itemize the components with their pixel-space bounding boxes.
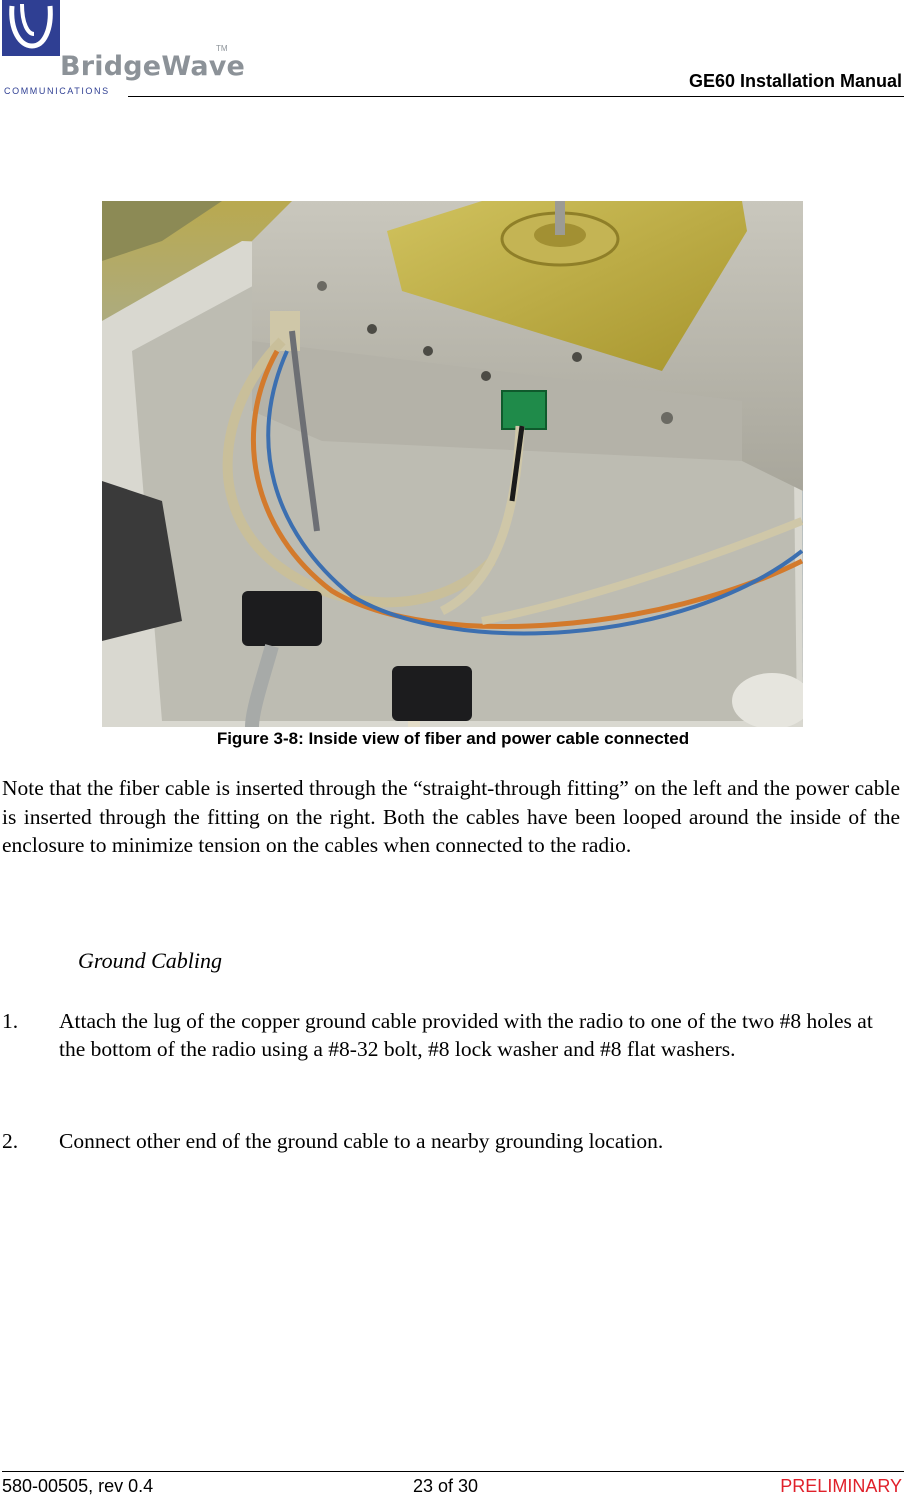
document-title: GE60 Installation Manual [688,71,902,91]
step-text: Attach the lug of the copper ground cable provided with the radio to one of the two #8 holes at the bottom of the radio using a #8-32 bolt, #8 lock washer and #8 flat washers. [59,1009,873,1061]
footer-doc-number: 580-00505, rev 0.4 [2,1476,154,1496]
step-text: Connect other end of the ground cable to a nearby grounding location. [59,1129,664,1153]
bridgewave-logo [0,0,246,100]
step-1 [2,1007,882,1063]
section-heading: Ground Cabling [78,948,223,973]
footer-status: PRELIMINARY [780,1476,902,1496]
footer-page-number: 23 of 30 [413,1476,479,1496]
figure-caption: Figure 3-8: Inside view of fiber and power cable connected [216,729,690,748]
enclosure-photo-illustration [102,201,803,727]
logo-subtitle: COMMUNICATIONS [4,86,110,96]
logo-trademark: TM [216,44,228,53]
logo-wordmark: BridgeWave [60,51,246,82]
step-2 [2,1127,882,1155]
footer-divider [2,1471,904,1472]
header-divider [128,96,904,97]
step-number: 2. [2,1129,19,1153]
figure-photo [102,201,803,727]
bridgewave-logo-mark-icon [2,0,60,56]
body-paragraph: Note that the fiber cable is inserted through the “straight-through fitting” on the left and the power cable is inserted through the fitting on the right. Both the cables have been looped around the inside of the enclosure to minimize tension on the cables when connected to the radio. [2,776,900,857]
step-number: 1. [2,1009,19,1033]
